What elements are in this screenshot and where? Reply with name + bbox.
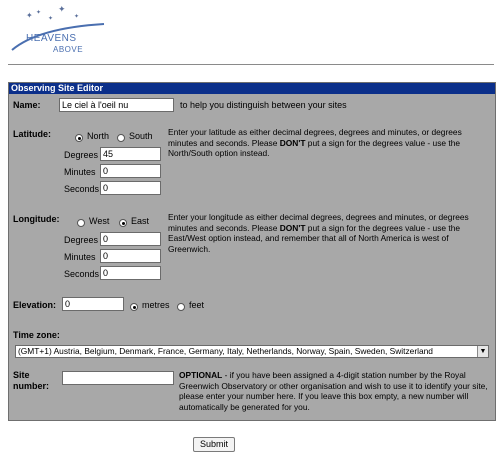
site-name-input[interactable] xyxy=(59,98,174,112)
longitude-help-text: Enter your longitude as either decimal degrees, degrees and minutes, or degrees minutes and seconds. Please xyxy=(168,212,469,233)
site-number-help-emphasis: OPTIONAL xyxy=(179,370,223,380)
latitude-south-label: South xyxy=(129,131,153,141)
longitude-minutes-label: Minutes xyxy=(64,252,96,262)
logo-text-line2: ABOVE xyxy=(53,45,84,54)
site-number-input[interactable] xyxy=(62,371,174,385)
latitude-minutes-input[interactable] xyxy=(100,164,161,178)
svg-text:✦: ✦ xyxy=(74,14,80,20)
longitude-help-emphasis: DON'T xyxy=(279,222,306,233)
elevation-label: Elevation: xyxy=(13,300,57,310)
elevation-input[interactable] xyxy=(62,297,124,311)
latitude-degrees-input[interactable] xyxy=(100,147,161,161)
latitude-north-radio[interactable] xyxy=(75,134,83,142)
longitude-east-label: East xyxy=(131,216,150,226)
site-number-help xyxy=(179,370,489,412)
timezone-label: Time zone: xyxy=(13,330,60,340)
longitude-east-radio[interactable] xyxy=(119,219,127,227)
longitude-label: Longitude: xyxy=(13,214,60,224)
longitude-west-label: West xyxy=(89,216,110,226)
site-number-label xyxy=(13,370,49,392)
logo-text-line1: HEAVENS xyxy=(26,33,77,44)
longitude-help-text-end: put a sign for the degrees value - use the East/West option instead, and remember that all of North America is west of Greenwich. xyxy=(168,222,461,254)
site-number-label-line2: number: xyxy=(13,381,49,391)
latitude-help-emphasis: DON'T xyxy=(279,137,306,148)
svg-text:✦: ✦ xyxy=(36,10,42,16)
latitude-label: Latitude: xyxy=(13,129,51,139)
site-number-label-line1: Site xyxy=(13,370,30,380)
panel-title: Observing Site Editor xyxy=(9,83,495,94)
name-help: to help you distinguish between your sites xyxy=(180,100,347,110)
latitude-help xyxy=(168,127,490,159)
latitude-minutes-label: Minutes xyxy=(64,167,96,177)
latitude-north-label: North xyxy=(87,131,110,141)
chevron-down-icon[interactable]: ▼ xyxy=(477,346,488,357)
longitude-west-radio[interactable] xyxy=(77,219,85,227)
latitude-help-text: Enter your latitude as either decimal degrees, degrees and minutes, or degrees minutes and seconds. Please xyxy=(168,127,462,148)
elevation-metres-label: metres xyxy=(142,300,170,310)
svg-text:✦: ✦ xyxy=(58,6,66,14)
timezone-selected-value: (GMT+1) Austria, Belgium, Denmark, France, Germany, Italy, Netherlands, Norway, Spain, Sweden, Switzerland xyxy=(18,346,433,356)
latitude-seconds-input[interactable] xyxy=(100,181,161,195)
elevation-metres-radio[interactable] xyxy=(130,303,138,311)
svg-text:✦: ✦ xyxy=(48,16,54,22)
longitude-minutes-input[interactable] xyxy=(100,249,161,263)
timezone-select[interactable] xyxy=(15,345,489,358)
elevation-feet-label: feet xyxy=(189,300,205,310)
latitude-degrees-label: Degrees xyxy=(64,150,99,160)
heavens-above-logo xyxy=(8,6,118,54)
longitude-seconds-label: Seconds xyxy=(64,269,100,279)
longitude-degrees-label: Degrees xyxy=(64,235,99,245)
svg-text:✦: ✦ xyxy=(26,11,33,20)
latitude-seconds-label: Seconds xyxy=(64,184,100,194)
submit-button[interactable]: Submit xyxy=(193,437,235,452)
longitude-degrees-input[interactable] xyxy=(100,232,161,246)
longitude-help xyxy=(168,212,490,254)
elevation-feet-radio[interactable] xyxy=(177,303,185,311)
name-label: Name: xyxy=(13,100,41,110)
site-number-help-text: - if you have been assigned a 4-digit station number by the Royal Greenwich Observatory or other organisation and wish to use it to identify your site, please enter your number here. If you leave this box empty, a new number will automatically be generated for you. xyxy=(179,370,488,412)
longitude-seconds-input[interactable] xyxy=(100,266,161,280)
latitude-help-text-end: put a sign for the degrees value - use the North/South option instead. xyxy=(168,137,461,158)
latitude-south-radio[interactable] xyxy=(117,134,125,142)
observing-site-editor-panel xyxy=(8,82,496,421)
header-divider xyxy=(8,64,494,65)
